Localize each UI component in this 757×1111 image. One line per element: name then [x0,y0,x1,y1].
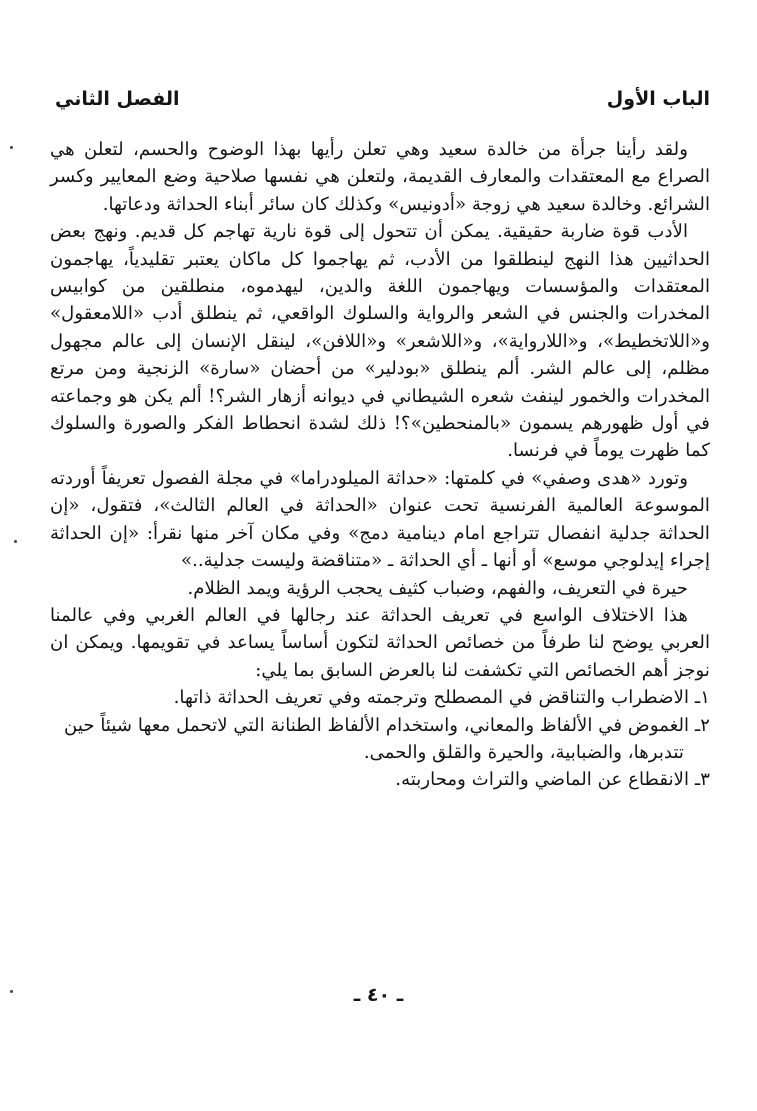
paragraph-3: وتورد «هدى وصفي» في كلمتها: «حداثة الميلودراما» في مجلة الفصول تعريفاً أوردته الموسوعة العالمية الفرنسية تحت عنوان «الحداثة في العالم الثالث»، فتقول، «إن الحداثة جدلية انفصال تتراجع امام دينامية دمج» وفي مكان آخر منها نقرأ: «إن الحداثة إجراء إيدلوجي موسع» أو أنها ـ أي الحداثة ـ «متناقضة وليست جدلية..» [50,467,710,572]
part-title: الباب الأول [606,88,710,110]
list-item-3: ٣ـ الانقطاع عن الماضي والتراث ومحاربته. [395,769,710,791]
list-item-1: ١ـ الاضطراب والتناقض في المصطلح وترجمته وفي تعريف الحداثة ذاتها. [173,687,710,709]
page-number: ـ ٤٠ ـ [353,984,404,1006]
paragraph-2: الأدب قوة ضاربة حقيقية. يمكن أن تتحول إلى قوة نارية تهاجم كل قديم. ونهج بعض الحداثيين هذا النهج لينطلقوا من الأدب، ثم يهاجموا كل ماكان يعتبر تقليدياً، يهاجمون المعتقدات والمؤسسات ويهاجمون اللغة والدين، ليهدموه، منطلقين من كوابيس المخدرات والجنس في الشعر والرواية والسلوك الواقعي، ثم ينطلق أدب «اللامعقول» و«اللاتخطيط»، و«اللارواية»، و«اللاشعر» و«اللافن»، لينقل الإنسان إلى عالم مجهول مظلم، إلى عالم الشر. ألم ينطلق «بودلير» من أحضان «سارة» الزنجية ومن مرتع المخدرات والخمور لينفث شعره الشيطاني في ديوانه أزهار الشر؟! ألم يكن هو وجماعته في أول ظهورهم يسمون «بالمنحطين»؟! ذلك لشدة انحطاط الفكر والصورة والسلوك كما ظهرت يوماً في فرنسا. [50,221,710,462]
paragraph-4: حيرة في التعريف، والفهم، وضباب كثيف يحجب الرؤية ويمد الظلام. [187,577,688,599]
paragraph-1: ولقد رأينا جرأة من خالدة سعيد وهي تعلن رأيها بهذا الوضوح والحسم، لتعلن هي الصراع مع المعتقدات والمعارف القديمة، ولتعلن هي نفسها صلاحية وضع المعايير وكسر الشرائع. وخالدة سعيد هي زوجة «أدونيس» وكذلك كان سائر أبناء الحداثة ودعاتها. [50,139,710,215]
body-text [50,136,710,794]
margin-dot [14,540,17,543]
list-item-2-continued: تتدبرها، والضبابية، والحيرة والقلق والحمى. [363,741,684,763]
margin-dot [10,146,13,149]
list-item-2: ٢ـ الغموض في الألفاظ والمعاني، واستخدام الألفاظ الطنانة التي لاتحمل معها شيئاً حين [64,714,710,736]
running-header [55,88,710,118]
paragraph-5: هذا الاختلاف الواسع في تعريف الحداثة عند رجالها في العالم الغربي وفي عالمنا العربي يوضح لنا طرفاً من خصائص الحداثة لتكون أساساً يساعد في تقويمها. ويمكن ان نوجز أهم الخصائص التي تكشفت لنا بالعرض السابق بما يلي: [50,604,710,681]
chapter-title: الفصل الثاني [55,88,180,110]
